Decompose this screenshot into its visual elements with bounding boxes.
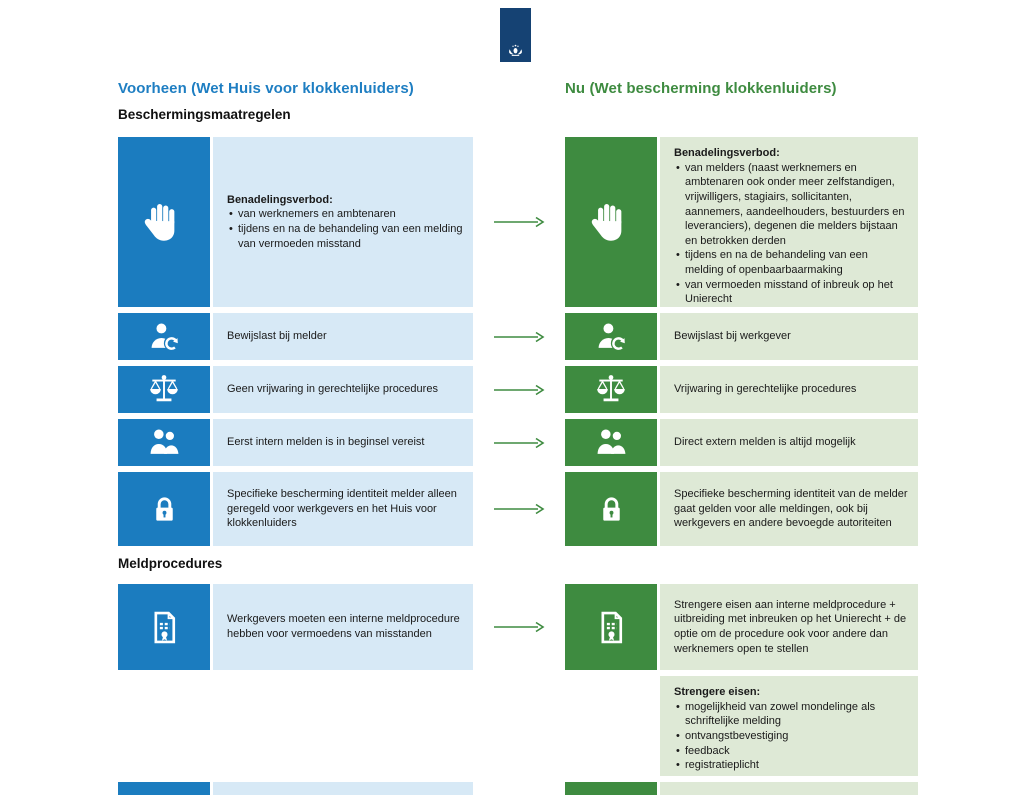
arrow-cell: [473, 584, 565, 670]
panel-text: Specifieke bescherming identiteit van de melder gaat gelden voor alle meldingen, ook bij werkgevers en andere bevoegde autoriteiten: [674, 488, 908, 530]
row-right-cell: [565, 137, 918, 307]
lock-icon: [596, 494, 627, 525]
row-left-cell: [118, 584, 473, 670]
row-panel: [213, 584, 473, 670]
row-panel: [213, 472, 473, 546]
icon-block: [118, 313, 210, 360]
bullet-item: • feedback: [674, 744, 908, 759]
right-arrow-icon: [493, 331, 545, 343]
column-header-voorheen: Voorheen (Wet Huis voor klokkenluiders): [118, 80, 414, 97]
row-left-cell: [118, 782, 473, 795]
panel-text: Specifieke bescherming identiteit melder alleen geregeld voor werkgevers en het Huis voor klokkenluiders: [227, 488, 457, 530]
table-row: [118, 137, 924, 307]
row-right-cell: [565, 313, 918, 360]
people-icon: [595, 426, 628, 459]
table-row: [118, 472, 924, 546]
right-arrow-icon: [493, 621, 545, 633]
row-left-cell: [118, 313, 473, 360]
icon-block: [565, 419, 657, 466]
row-right-cell: [565, 419, 918, 466]
arrow-cell: [473, 366, 565, 413]
row-panel: [213, 137, 473, 307]
panel-text: Direct extern melden is altijd mogelijk: [674, 436, 856, 449]
section-heading-beschermingsmaatregelen: Beschermingsmaatregelen: [118, 107, 291, 122]
row-panel: [660, 782, 918, 795]
panel-text: Werkgevers moeten een interne meldprocedure hebben voor vermoedens van misstanden: [227, 613, 460, 640]
rijksoverheid-logo: [500, 8, 531, 62]
icon-block: [565, 313, 657, 360]
row-right-cell: [565, 782, 918, 795]
row-right-cell: [565, 366, 918, 413]
bullet-item: • tijdens en na de behandeling van een melding van vermoeden misstand: [227, 222, 463, 251]
icon-block: [118, 137, 210, 307]
row-panel: [660, 313, 918, 360]
row-panel: [660, 472, 918, 546]
row-panel: [213, 313, 473, 360]
panel-title: Benadelingsverbod:: [227, 193, 333, 206]
bullet-item: • van werknemers en ambtenaren: [227, 207, 463, 222]
icon-block: [118, 782, 210, 795]
section-heading-meldprocedures: Meldprocedures: [118, 556, 223, 571]
column-header-nu: Nu (Wet bescherming klokkenluiders): [565, 80, 837, 97]
row-right-cell: [565, 472, 918, 546]
table-row: [118, 366, 924, 413]
row-panel: [213, 419, 473, 466]
bullet-item: • mogelijkheid van zowel mondelinge als schriftelijke melding: [674, 700, 908, 729]
scales-icon: [147, 373, 181, 407]
comparison-table: [118, 106, 924, 795]
arrow-cell: [473, 313, 565, 360]
icon-block: [565, 366, 657, 413]
row-right-cell: [565, 584, 918, 670]
arrow-cell: [473, 782, 565, 795]
icon-block: [118, 419, 210, 466]
panel-title: Benadelingsverbod:: [674, 147, 780, 159]
row-panel: [660, 137, 918, 307]
row-panel: [213, 782, 473, 795]
table-row: [118, 313, 924, 360]
panel-title: Strengere eisen:: [674, 686, 761, 698]
right-arrow-icon: [493, 503, 545, 515]
icon-block: [118, 472, 210, 546]
person-proof-icon: [148, 320, 181, 353]
icon-block-spacer: [565, 676, 657, 776]
row-left-cell: [118, 366, 473, 413]
icon-block: [565, 137, 657, 307]
row-left-cell: [118, 676, 473, 776]
lock-icon: [149, 494, 180, 525]
bullet-list: [674, 700, 908, 773]
bullet-item: • tijdens en na de behandeling van een melding of openbaarbaarmaking: [674, 248, 908, 277]
bullet-item: • van melders (naast werknemers en ambtenaren ook onder meer zelfstandigen, vrijwilligers, stagiairs, sollicitanten, aannemers, aandeelhouders, bestuurders en leveranciers), degenen die melders bijstaan en betrokken derden: [674, 161, 908, 249]
row-right-cell: [565, 676, 918, 776]
arrow-cell: [473, 676, 565, 776]
bullet-list: [674, 161, 908, 307]
rijksoverheid-crest-icon: [507, 42, 524, 59]
right-arrow-icon: [493, 384, 545, 396]
row-panel: [660, 584, 918, 670]
panel-text: Geen vrijwaring in gerechtelijke procedures: [227, 383, 438, 396]
panel-text: Vrijwaring in gerechtelijke procedures: [674, 383, 857, 396]
panel-text: Bewijslast bij werkgever: [674, 330, 791, 343]
right-arrow-icon: [493, 437, 545, 449]
right-arrow-icon: [493, 216, 545, 228]
panel-text: Strengere eisen aan interne meldprocedure + uitbreiding met inbreuken op het Unierecht + de optie om de procedure ook voor andere dan werknemers open te stellen: [674, 598, 907, 655]
bullet-item: • registratieplicht: [674, 758, 908, 773]
table-row: [118, 419, 924, 466]
icon-block: [565, 584, 657, 670]
arrow-cell: [473, 137, 565, 307]
row-left-cell: [118, 137, 473, 307]
table-row: [118, 584, 924, 670]
row-panel: [660, 676, 918, 776]
document-icon: [593, 609, 630, 646]
bullet-item: • van vermoeden misstand of inbreuk op het Unierecht: [674, 278, 908, 307]
row-panel: [660, 419, 918, 466]
hand-icon: [141, 199, 187, 245]
table-row-partial: [118, 782, 924, 795]
scales-icon: [594, 373, 628, 407]
arrow-cell: [473, 472, 565, 546]
hand-icon: [588, 199, 634, 245]
table-row: [118, 676, 924, 776]
row-panel: [660, 366, 918, 413]
row-panel: [213, 366, 473, 413]
panel-text: Bewijslast bij melder: [227, 330, 327, 343]
people-icon: [148, 426, 181, 459]
icon-block: [565, 472, 657, 546]
arrow-cell: [473, 419, 565, 466]
icon-block: [118, 584, 210, 670]
panel-text: Eerst intern melden is in beginsel vereist: [227, 436, 425, 449]
icon-block: [565, 782, 657, 795]
bullet-list: [227, 207, 463, 251]
icon-block: [118, 366, 210, 413]
row-left-cell: [118, 472, 473, 546]
row-left-cell: [118, 419, 473, 466]
bullet-item: • ontvangstbevestiging: [674, 729, 908, 744]
person-proof-icon: [595, 320, 628, 353]
document-icon: [146, 609, 183, 646]
